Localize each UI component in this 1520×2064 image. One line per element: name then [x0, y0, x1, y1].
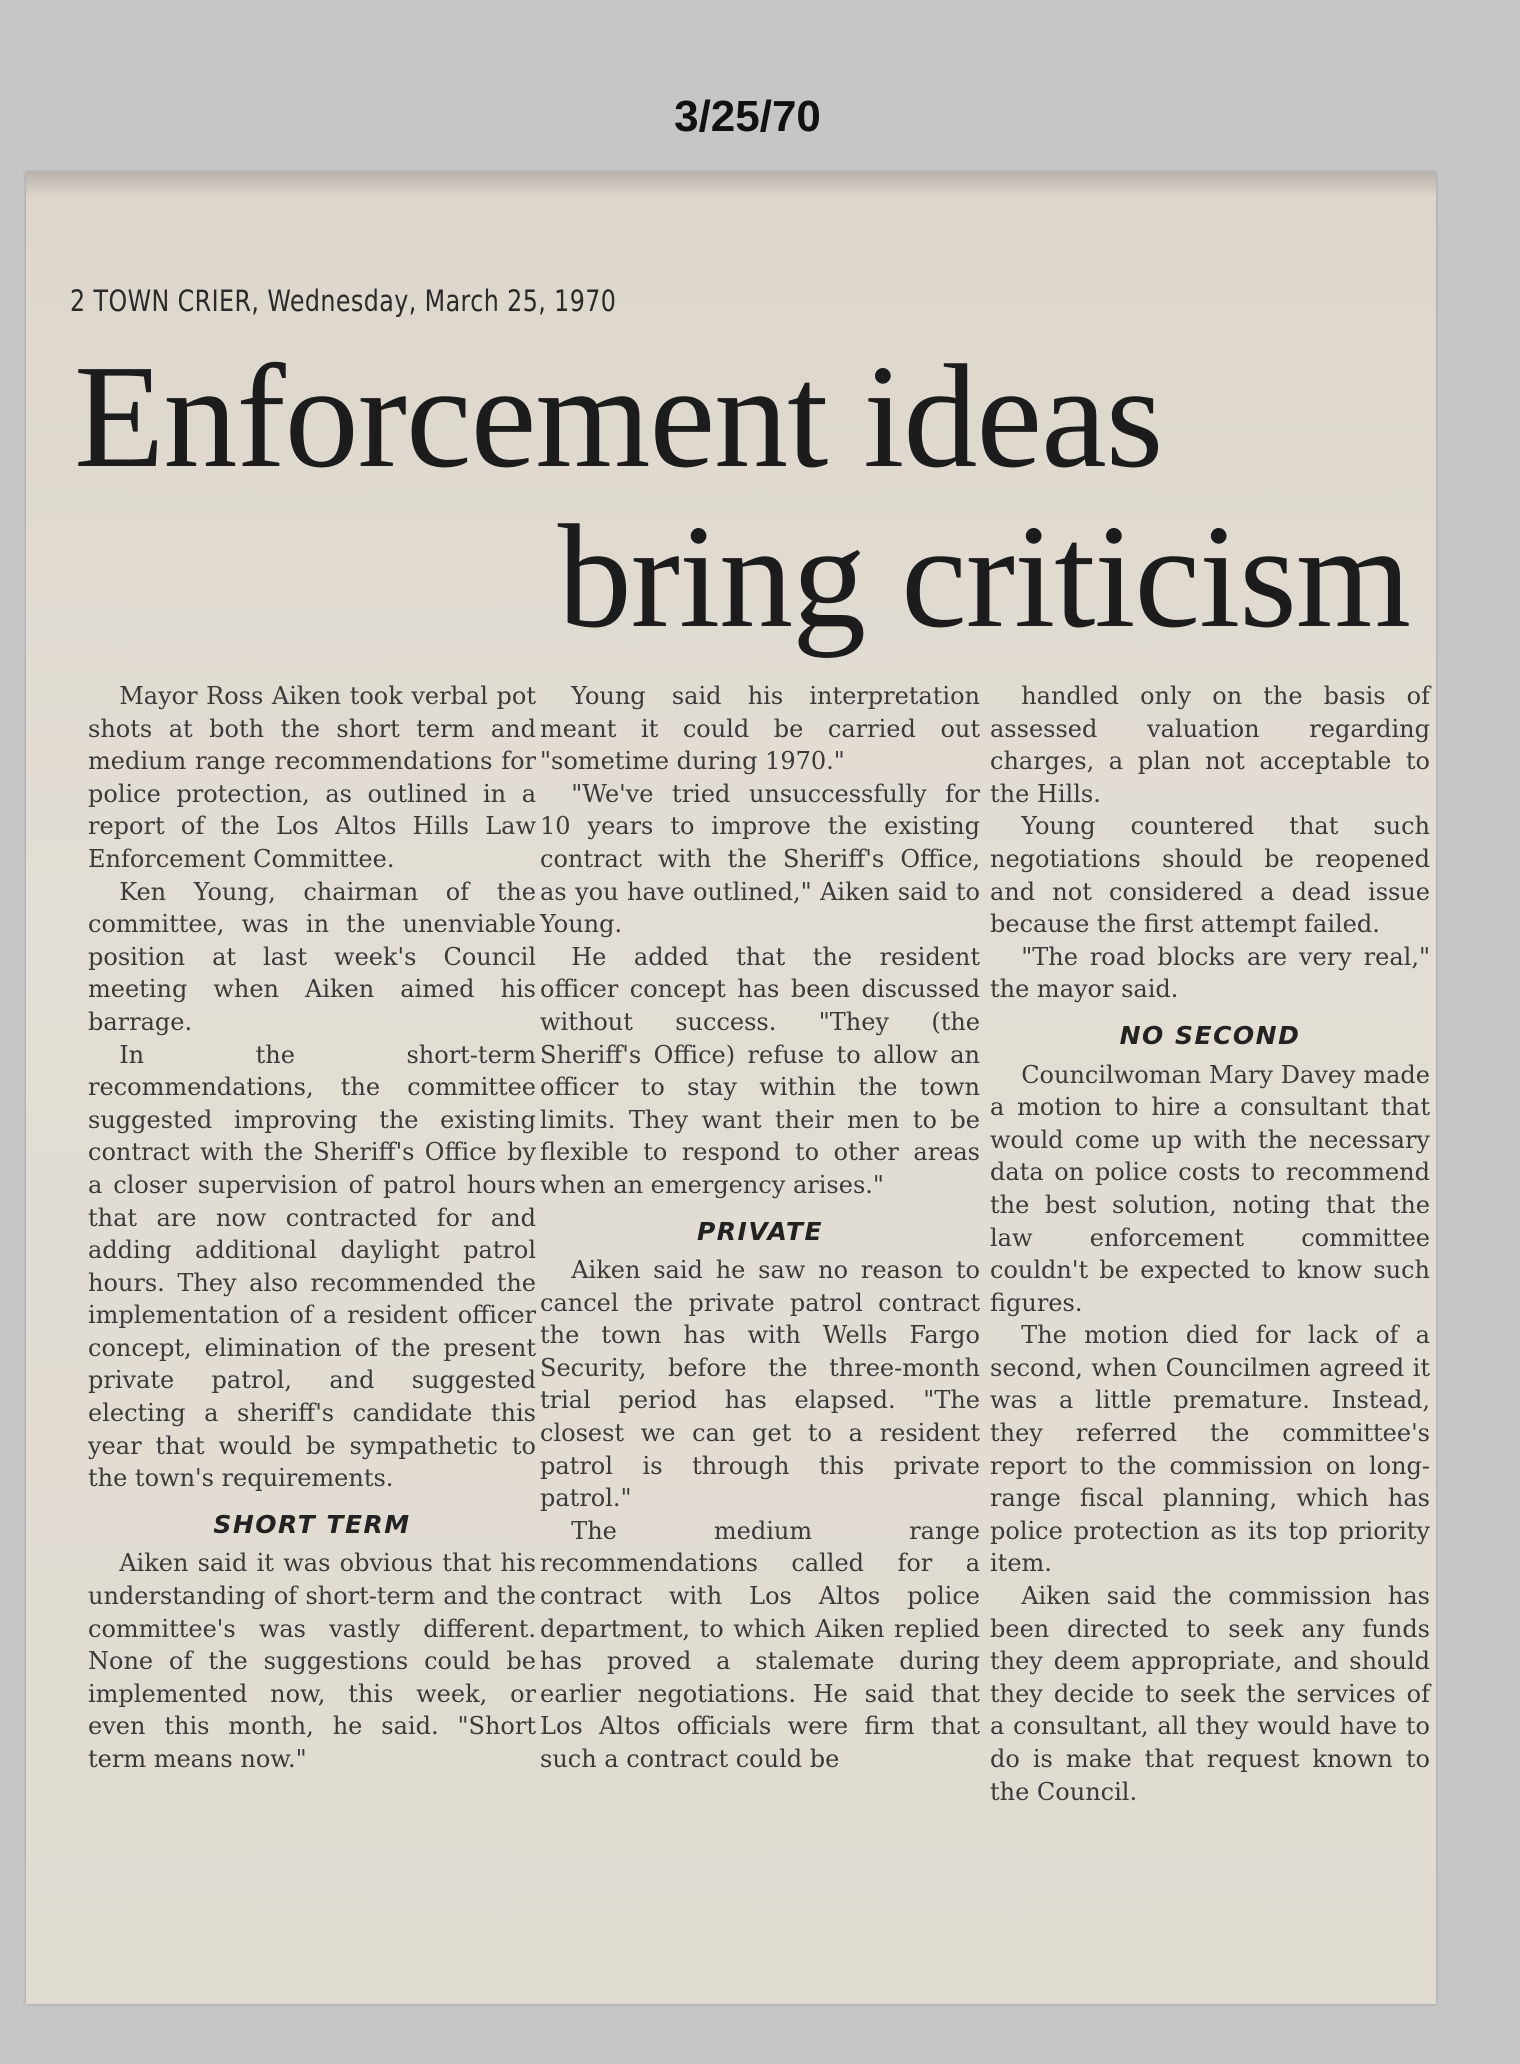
paragraph: Aiken said he saw no reason to cancel the private patrol contract the town has with Wells Fargo Security, before the three-month trial period has elapsed. "The closest we can get to a resident patrol is through this private patrol."	[540, 1256, 980, 1513]
paragraph: handled only on the basis of assessed valuation regarding charges, a plan not acceptable to the Hills.	[990, 682, 1430, 808]
article-column-3	[990, 680, 1430, 1808]
paragraph: Mayor Ross Aiken took verbal pot shots at both the short term and medium range recommendations for police protection, as outlined in a report of the Los Altos Hills Law Enforcement Committee.	[88, 682, 536, 873]
paragraph: The motion died for lack of a second, when Councilmen agreed it was a little premature. Instead, they referred the committee's report to the commission on long-range fiscal planning, which has police protection as its top priority item.	[990, 1321, 1430, 1578]
article-column-1	[88, 680, 536, 1776]
paragraph: Young countered that such negotiations should be reopened and not considered a dead issue because the first attempt failed.	[990, 812, 1430, 939]
subhead-short-term: SHORT TERM	[213, 1509, 411, 1539]
paragraph: Ken Young, chairman of the committee, was in the unenviable position at last week's Council meeting when Aiken aimed his barrage.	[88, 877, 536, 1036]
archive-date-label: 3/25/70	[674, 92, 821, 141]
newspaper-clipping	[26, 172, 1436, 2004]
paragraph: In the short-term recommendations, the committee suggested improving the existing contract with the Sheriff's Office by a closer supervision of patrol hours that are now contracted for and adding additional daylight patrol hours. They also recommended the implementation of a resident officer concept, elimination of the present private patrol, and suggested electing a sheriff's candidate this year that would be sympathetic to the town's requirements.	[88, 1040, 536, 1493]
paragraph: "The road blocks are very real," the mayor said.	[990, 942, 1430, 1004]
paragraph: "We've tried unsuccessfully for 10 years to improve the existing contract with the Sheriff's Office, as you have outlined," Aiken said to Young.	[540, 779, 980, 939]
paragraph: The medium range recommendations called for a contract with Los Altos police department, to which Aiken replied has proved a stalemate during earlier negotiations. He said that Los Altos officials were firm that such a contract could be	[540, 1516, 980, 1773]
headline-line-2: bring criticism	[557, 495, 1410, 659]
article-column-2	[540, 680, 980, 1776]
headline-line-1: Enforcement ideas	[74, 335, 1163, 499]
paragraph: Aiken said it was obvious that his understanding of short-term and the committee's was vastly different. None of the suggestions could be implemented now, this week, or even this month, he said. "Short term means now."	[88, 1549, 536, 1773]
page-folio: 2 TOWN CRIER, Wednesday, March 25, 1970	[70, 284, 617, 318]
subhead-private: PRIVATE	[696, 1216, 824, 1246]
paragraph: Councilwoman Mary Davey made a motion to hire a consultant that would come up with the necessary data on police costs to recommend the best solution, noting that the law enforcement committee couldn't be expected to know such figures.	[990, 1060, 1430, 1317]
paragraph: Young said his interpretation meant it could be carried out "sometime during 1970."	[540, 682, 980, 776]
paragraph: He added that the resident officer concept has been discussed without success. "They (the Sheriff's Office) refuse to allow an officer to stay within the town limits. They want their men to be flexible to respond to other areas when an emergency arises."	[540, 942, 980, 1199]
paragraph: Aiken said the commission has been directed to seek any funds they deem appropriate, and should they decide to seek the services of a consultant, all they would have to do is make that request known to the Council.	[990, 1582, 1430, 1806]
subhead-no-second: NO SECOND	[1119, 1020, 1301, 1050]
